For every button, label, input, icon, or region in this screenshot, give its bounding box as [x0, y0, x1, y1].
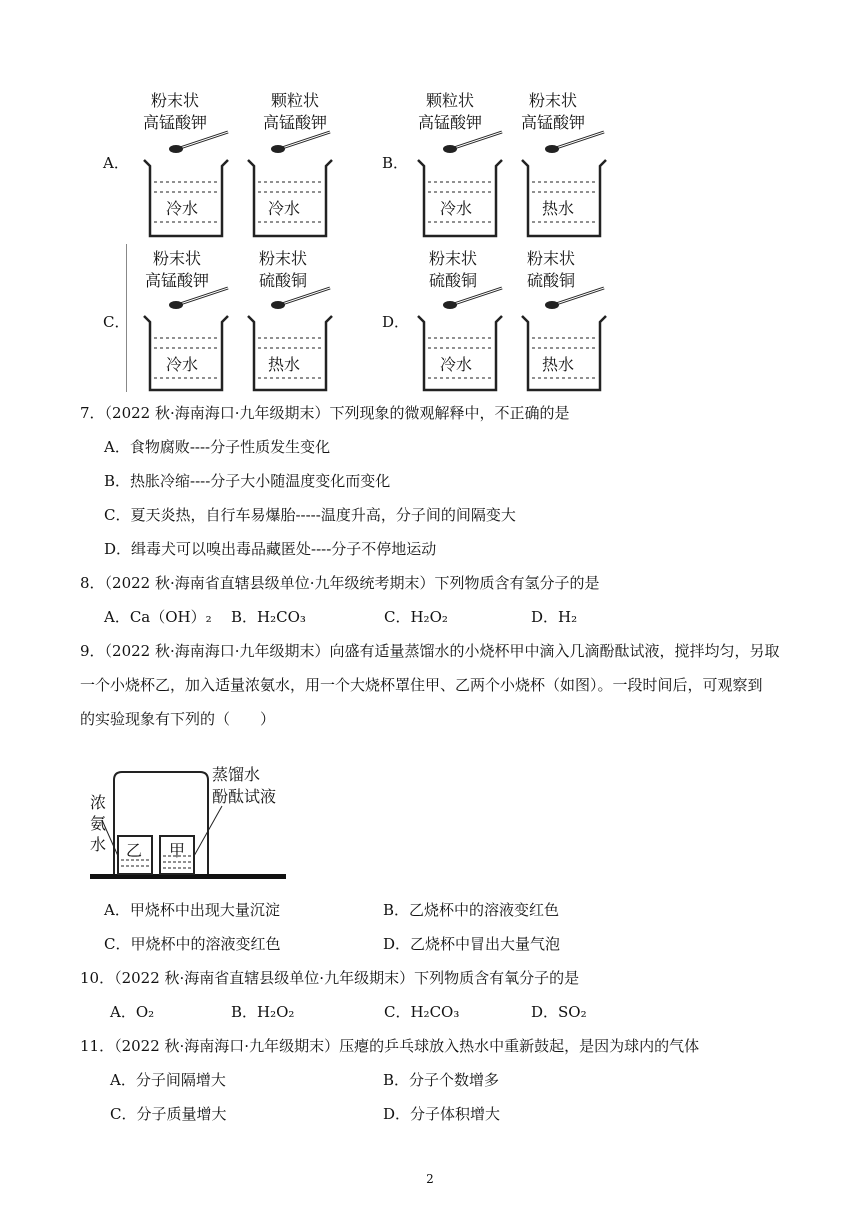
spoon-icon [443, 132, 502, 153]
q6-option-a-letter: A． [103, 154, 129, 172]
q11-option-b: B．分子个数增多 [383, 1071, 500, 1089]
q6-b-beakers-figure [414, 130, 634, 240]
q6-a-left-caption: 粉末状 高锰酸钾 [142, 91, 207, 132]
q6-b-left-caption: 颗粒状 高锰酸钾 [417, 91, 482, 132]
q8-option-a: A．Ca（OH）₂ [104, 608, 212, 626]
q6-d-right-caption: 粉末状 硫酸铜 [526, 249, 575, 290]
q7-option-c: C．夏天炎热，自行车易爆胎-----温度升高，分子间的间隔变大 [104, 506, 516, 524]
spoon-icon [545, 288, 604, 309]
q7-option-b: B．热胀冷缩----分子大小随温度变化而变化 [104, 472, 391, 490]
q7-option-d: D．缉毒犬可以嗅出毒品藏匿处----分子不停地运动 [104, 540, 437, 558]
q9-stem-line-3: 的实验现象有下列的（ ） [80, 710, 276, 728]
q9-option-d: D．乙烧杯中冒出大量气泡 [383, 935, 561, 953]
q6-b-right-water: 热水 [542, 199, 575, 218]
q9-stem-line-2: 一个小烧杯乙，加入适量浓氨水，用一个大烧杯罩住甲、乙两个小烧杯（如图）。一段时间后，可观察到 [80, 676, 763, 694]
q6-a-right-caption: 颗粒状 高锰酸钾 [262, 91, 327, 132]
q6-option-d-letter: D． [382, 313, 410, 331]
q6-b-right-caption: 粉末状 高锰酸钾 [520, 91, 585, 132]
q9-beaker-yi-label: 乙 [126, 841, 143, 860]
q6-d-left-caption: 粉末状 硫酸铜 [428, 249, 477, 290]
q11-option-c: C．分子质量增大 [110, 1105, 227, 1123]
q8-option-c: C．H₂O₂ [384, 608, 448, 626]
q10-stem: 10．（2022 秋·海南省直辖县级单位·九年级期末）下列物质含有氧分子的是 [80, 969, 580, 987]
q9-beaker-jia-label: 甲 [169, 841, 186, 860]
q10-option-b: B．H₂O₂ [231, 1003, 295, 1021]
page-number: 2 [426, 1172, 434, 1186]
q11-option-a: A．分子间隔增大 [110, 1071, 226, 1089]
q10-option-d: D．SO₂ [531, 1003, 587, 1021]
q6-a-beakers-figure [140, 130, 360, 240]
q6-a-left-water: 冷水 [166, 199, 199, 218]
q6-c-left-water: 冷水 [166, 355, 199, 374]
q8-option-d: D．H₂ [531, 608, 578, 626]
q6-d-left-water: 冷水 [440, 355, 473, 374]
q8-stem: 8．（2022 秋·海南省直辖县级单位·九年级统考期末）下列物质含有氢分子的是 [80, 574, 600, 592]
q11-stem: 11．（2022 秋·海南海口·九年级期末）压瘪的乒乓球放入热水中重新鼓起，是因为球内的气体 [80, 1037, 700, 1055]
q6-c-right-caption: 粉末状 硫酸铜 [258, 249, 307, 290]
q10-option-c: C．H₂CO₃ [384, 1003, 460, 1021]
spoon-icon [169, 288, 228, 309]
spoon-icon [443, 288, 502, 309]
q6-option-b-letter: B． [382, 154, 409, 172]
spoon-icon [271, 132, 330, 153]
spoon-icon [545, 132, 604, 153]
q6-d-right-water: 热水 [542, 355, 575, 374]
spoon-icon [169, 132, 228, 153]
spoon-icon [271, 288, 330, 309]
q9-label-distilled-water: 蒸馏水 酚酞试液 [212, 765, 277, 806]
q6-a-right-water: 冷水 [268, 199, 301, 218]
q11-option-d: D．分子体积增大 [383, 1105, 501, 1123]
q6-option-c-letter: C． [103, 313, 130, 331]
q9-option-a: A．甲烧杯中出现大量沉淀 [104, 901, 280, 919]
q8-option-b: B．H₂CO₃ [231, 608, 306, 626]
q6-b-left-water: 冷水 [440, 199, 473, 218]
q6-c-left-caption: 粉末状 高锰酸钾 [144, 249, 209, 290]
q10-option-a: A．O₂ [110, 1003, 155, 1021]
q6-d-beakers-figure [414, 286, 634, 396]
q9-stem-line-1: 9．（2022 秋·海南海口·九年级期末）向盛有适量蒸馏水的小烧杯甲中滴入几滴酚酞试液，搅拌均匀，另取 [80, 642, 780, 660]
q7-stem: 7．（2022 秋·海南海口·九年级期末）下列现象的微观解释中，不正确的是 [80, 404, 570, 422]
q7-option-a: A．食物腐败----分子性质发生变化 [104, 438, 331, 456]
q9-label-ammonia: 浓 氨 水 [90, 793, 107, 854]
q6-c-right-water: 热水 [268, 355, 301, 374]
q9-option-c: C．甲烧杯中的溶液变红色 [104, 935, 281, 953]
q9-option-b: B．乙烧杯中的溶液变红色 [383, 901, 560, 919]
q6-c-beakers-figure [140, 286, 360, 396]
